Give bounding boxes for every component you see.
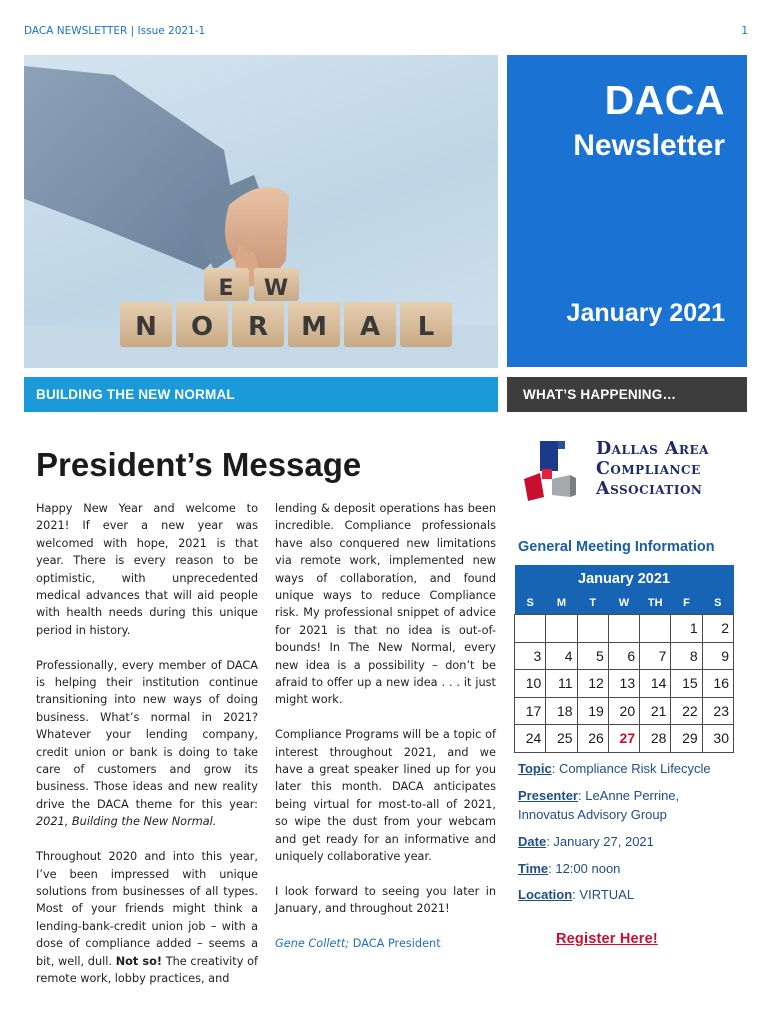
svg-text:M: M	[301, 312, 327, 342]
message-text: The creativity of remote work, lobby practices, and	[36, 954, 258, 985]
title-box	[507, 55, 747, 367]
calendar-week	[515, 670, 734, 698]
message-paragraph: I look forward to seeing you later in January, and throughout 2021!	[275, 884, 496, 916]
tile-e-letter: E	[218, 276, 234, 301]
emphasis-text: Not so!	[115, 954, 162, 968]
president-message-title: President’s Message	[36, 446, 362, 483]
calendar-day: 14	[640, 670, 671, 698]
calendar-day: 27	[608, 725, 639, 753]
logo-line-2: Compliance	[596, 459, 701, 479]
calendar-day: 26	[577, 725, 608, 753]
calendar-day: 2	[702, 615, 733, 643]
calendar-day: 19	[577, 697, 608, 725]
logo-text	[596, 439, 709, 499]
presenter-label: Presenter	[518, 788, 578, 803]
message-paragraph	[36, 657, 258, 831]
svg-text:N: N	[135, 312, 157, 342]
calendar-day: 20	[608, 697, 639, 725]
message-paragraph: Happy New Year and welcome to 2021! If ever a new year was welcomed with hope, 2021 is that year. There is every reason to be optimistic, with unprecedented medical advances that will aid people with health needs during this unique period in history.	[36, 502, 258, 637]
svg-text:L: L	[417, 312, 435, 342]
tile-n	[120, 302, 172, 347]
section-bar-building: BUILDING THE NEW NORMAL	[24, 377, 498, 412]
calendar-day: 4	[546, 642, 577, 670]
calendar-day: 30	[702, 725, 733, 753]
svg-text:O: O	[190, 312, 214, 342]
calendar-day: 22	[671, 697, 702, 725]
svg-text:A: A	[359, 312, 381, 342]
title-newsletter: Newsletter	[573, 129, 725, 162]
meeting-time: Time: 12:00 noon	[518, 861, 621, 876]
svg-text:R: R	[247, 312, 269, 342]
weekday-label: T	[577, 592, 608, 615]
calendar-day	[546, 615, 577, 643]
message-text: Professionally, every member of DACA is helping their institution continue transitioning into new ways of doing business. What’s normal in 2021? Whatever your lending company, credit union or bank is doing to take care of customers and grow its business. Those ideas and new reality drive the DACA theme for this year:	[36, 658, 258, 811]
calendar-day	[577, 615, 608, 643]
meeting-presenter: Presenter: LeAnne Perrine, Innovatus Advisory Group	[518, 788, 680, 822]
weekday-label: S	[515, 592, 546, 615]
calendar-day: 24	[515, 725, 546, 753]
register-link[interactable]: Register Here!	[556, 931, 658, 947]
tile-o	[176, 302, 228, 347]
calendar-week	[515, 697, 734, 725]
calendar-day	[640, 615, 671, 643]
calendar-week	[515, 642, 734, 670]
date-value: January 27, 2021	[553, 834, 654, 849]
section-bar-happening: WHAT’S HAPPENING…	[507, 377, 747, 412]
message-paragraph: lending & deposit operations has been incredible. Compliance professionals have also conquered new limitations via remote work, implemented new ways of collaboration, and found unique ways to reduce Compliance risk. My professional snippet of advice for 2021 is that no idea is out-of-bounds! In The New Normal, every new idea is a possibility – don’t be afraid to offer up a new idea . . . it just might work.	[275, 502, 496, 707]
weekday-label: F	[671, 592, 702, 615]
calendar-day: 13	[608, 670, 639, 698]
calendar-day: 21	[640, 697, 671, 725]
calendar-week	[515, 725, 734, 753]
message-paragraph	[36, 848, 258, 987]
tile-w	[254, 268, 299, 301]
calendar-month: January 2021	[515, 565, 734, 592]
calendar-week	[515, 615, 734, 643]
presenter-value: LeAnne Perrine,	[585, 788, 680, 803]
calendar-day: 5	[577, 642, 608, 670]
meeting-info-title: General Meeting Information	[518, 539, 715, 555]
calendar-day: 29	[671, 725, 702, 753]
page-number: 1	[741, 25, 748, 37]
signature	[275, 935, 496, 952]
message-column-1	[36, 500, 258, 1005]
weekday-label: W	[608, 592, 639, 615]
weekday-label: M	[546, 592, 577, 615]
tile-l	[400, 302, 452, 347]
calendar-day: 28	[640, 725, 671, 753]
calendar-day: 23	[702, 697, 733, 725]
title-daca: DACA	[604, 77, 725, 123]
logo-mark-icon	[518, 435, 590, 505]
calendar-day: 7	[640, 642, 671, 670]
running-header	[24, 25, 748, 41]
presenter-org: Innovatus Advisory Group	[518, 807, 667, 822]
calendar-day: 18	[546, 697, 577, 725]
tile-e	[204, 268, 249, 301]
tile-w-letter: W	[263, 276, 289, 301]
signature-title: DACA President	[352, 937, 441, 951]
message-paragraph: Compliance Programs will be a topic of interest throughout 2021, and we have a great speaker lined up for you later this month. DACA anticipates being virtual for most-to-all of 2021, so wipe the dust from your webcam and get ready for an informative and uniquely collaborative year.	[275, 728, 496, 864]
calendar-day	[608, 615, 639, 643]
calendar-day: 9	[702, 642, 733, 670]
location-value: VIRTUAL	[579, 887, 635, 902]
tile-r	[232, 302, 284, 347]
topic-label: Topic	[518, 761, 552, 776]
signature-name: Gene Collett;	[275, 937, 350, 951]
issue-month: January 2021	[566, 299, 725, 327]
calendar-day: 3	[515, 642, 546, 670]
calendar-day: 11	[546, 670, 577, 698]
logo-line-1: Dallas Area	[596, 439, 709, 459]
tile-m	[288, 302, 340, 347]
calendar-day: 15	[671, 670, 702, 698]
calendar-day	[515, 615, 546, 643]
hero-photo	[24, 55, 498, 368]
calendar-day: 25	[546, 725, 577, 753]
daca-logo	[518, 435, 750, 505]
calendar-day: 1	[671, 615, 702, 643]
calendar-day: 12	[577, 670, 608, 698]
location-label: Location	[518, 887, 573, 902]
calendar-weekdays	[515, 592, 734, 615]
calendar-day: 16	[702, 670, 733, 698]
message-column-2	[275, 500, 496, 970]
calendar	[514, 565, 734, 753]
date-label: Date	[518, 834, 547, 849]
time-value: 12:00 noon	[555, 861, 621, 876]
issue-label: DACA NEWSLETTER | Issue 2021-1	[24, 25, 206, 37]
topic-value: Compliance Risk Lifecycle	[558, 761, 711, 776]
calendar-day: 17	[515, 697, 546, 725]
calendar-day: 10	[515, 670, 546, 698]
calendar-day: 6	[608, 642, 639, 670]
time-label: Time	[518, 861, 549, 876]
logo-line-3: Association	[596, 479, 703, 499]
weekday-label: S	[702, 592, 733, 615]
meeting-topic: Topic: Compliance Risk Lifecycle	[518, 761, 711, 776]
tile-a	[344, 302, 396, 347]
weekday-label: TH	[640, 592, 671, 615]
meeting-location: Location: VIRTUAL	[518, 887, 635, 902]
message-text: Throughout 2020 and into this year, I’ve been impressed with unique solutions from businesses of all types. Most of your friends might think a lending-bank-credit union job – with a dose of compliance added – seems a bit, well, dull.	[36, 850, 258, 968]
theme-text: 2021, Building the New Normal.	[36, 815, 217, 829]
calendar-day: 8	[671, 642, 702, 670]
meeting-date: Date: January 27, 2021	[518, 834, 654, 849]
